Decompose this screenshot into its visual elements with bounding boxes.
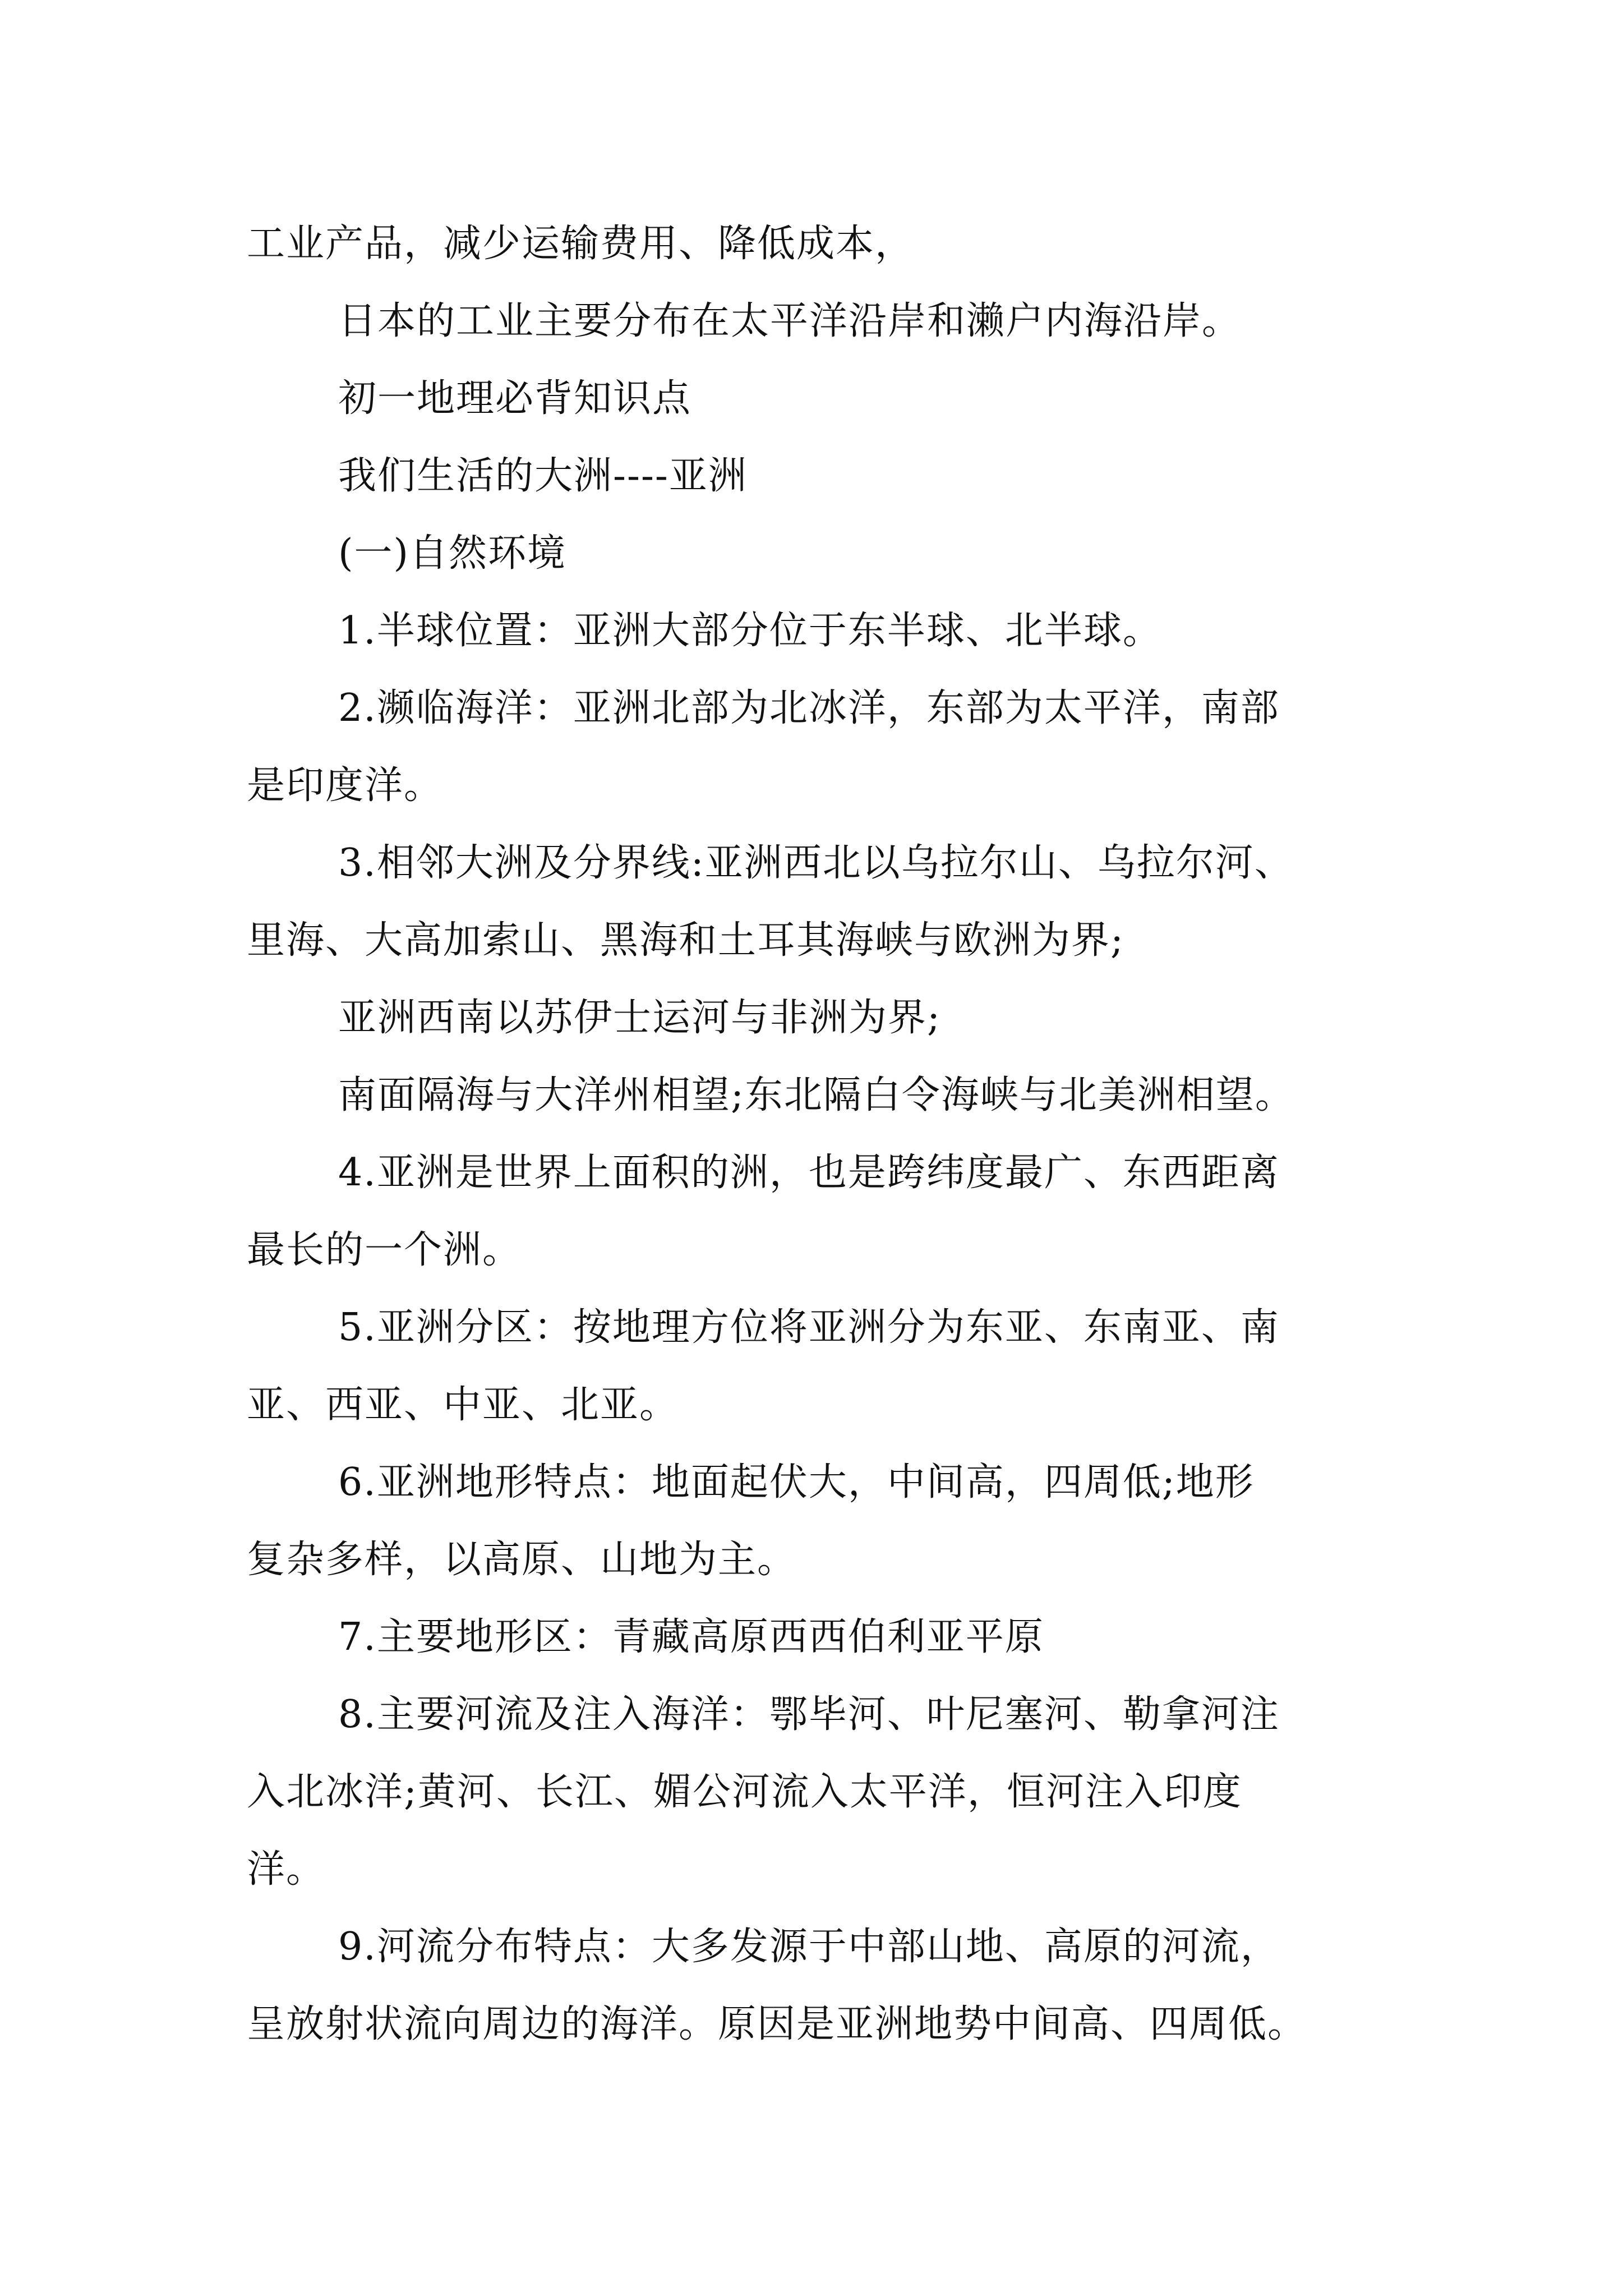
list-item: 4.亚洲是世界上面积的洲，也是跨纬度最广、东西距离 (338, 1151, 1280, 1195)
list-item: 8.主要河流及注入海洋：鄂毕河、叶尼塞河、勒拿河注 (338, 1692, 1280, 1737)
text-line: 洋。 (247, 1847, 326, 1892)
list-item: 2.濒临海洋：亚洲北部为北冰洋，东部为太平洋，南部 (338, 686, 1280, 730)
text-line: 亚洲西南以苏伊士运河与非洲为界; (338, 996, 941, 1040)
text-line: 里海、大高加索山、黑海和土耳其海峡与欧洲为界; (247, 918, 1124, 963)
text-line: 是印度洋。 (247, 763, 444, 808)
section-heading: 我们生活的大洲----亚洲 (338, 454, 748, 498)
list-item: 9.河流分布特点：大多发源于中部山地、高原的河流， (338, 1925, 1280, 1969)
list-item: 1.半球位置：亚洲大部分位于东半球、北半球。 (338, 609, 1162, 653)
text-line: 日本的工业主要分布在太平洋沿岸和濑户内海沿岸。 (338, 299, 1242, 343)
list-item: 7.主要地形区：青藏高原西西伯利亚平原 (338, 1615, 1044, 1659)
text-line: 呈放射状流向周边的海洋。原因是亚洲地势中间高、四周低。 (247, 2002, 1307, 2046)
text-line: 入北冰洋;黄河、长江、媚公河流入太平洋，恒河注入印度 (247, 1770, 1242, 1814)
list-item: 6.亚洲地形特点：地面起伏大，中间高，四周低;地形 (338, 1460, 1255, 1504)
text-line: 最长的一个洲。 (247, 1228, 522, 1272)
section-heading: 初一地理必背知识点 (338, 376, 692, 421)
list-item: 3.相邻大洲及分界线:亚洲西北以乌拉尔山、乌拉尔河、 (338, 841, 1294, 885)
text-line: 南面隔海与大洋州相望;东北隔白令海峡与北美洲相望。 (338, 1073, 1294, 1117)
text-line: 工业产品，减少运输费用、降低成本， (247, 222, 915, 266)
subsection-heading: (一)自然环境 (338, 531, 567, 576)
text-line: 复杂多样，以高原、山地为主。 (247, 1538, 797, 1582)
text-line: 亚、西亚、中亚、北亚。 (247, 1383, 679, 1427)
list-item: 5.亚洲分区：按地理方位将亚洲分为东亚、东南亚、南 (338, 1305, 1280, 1350)
